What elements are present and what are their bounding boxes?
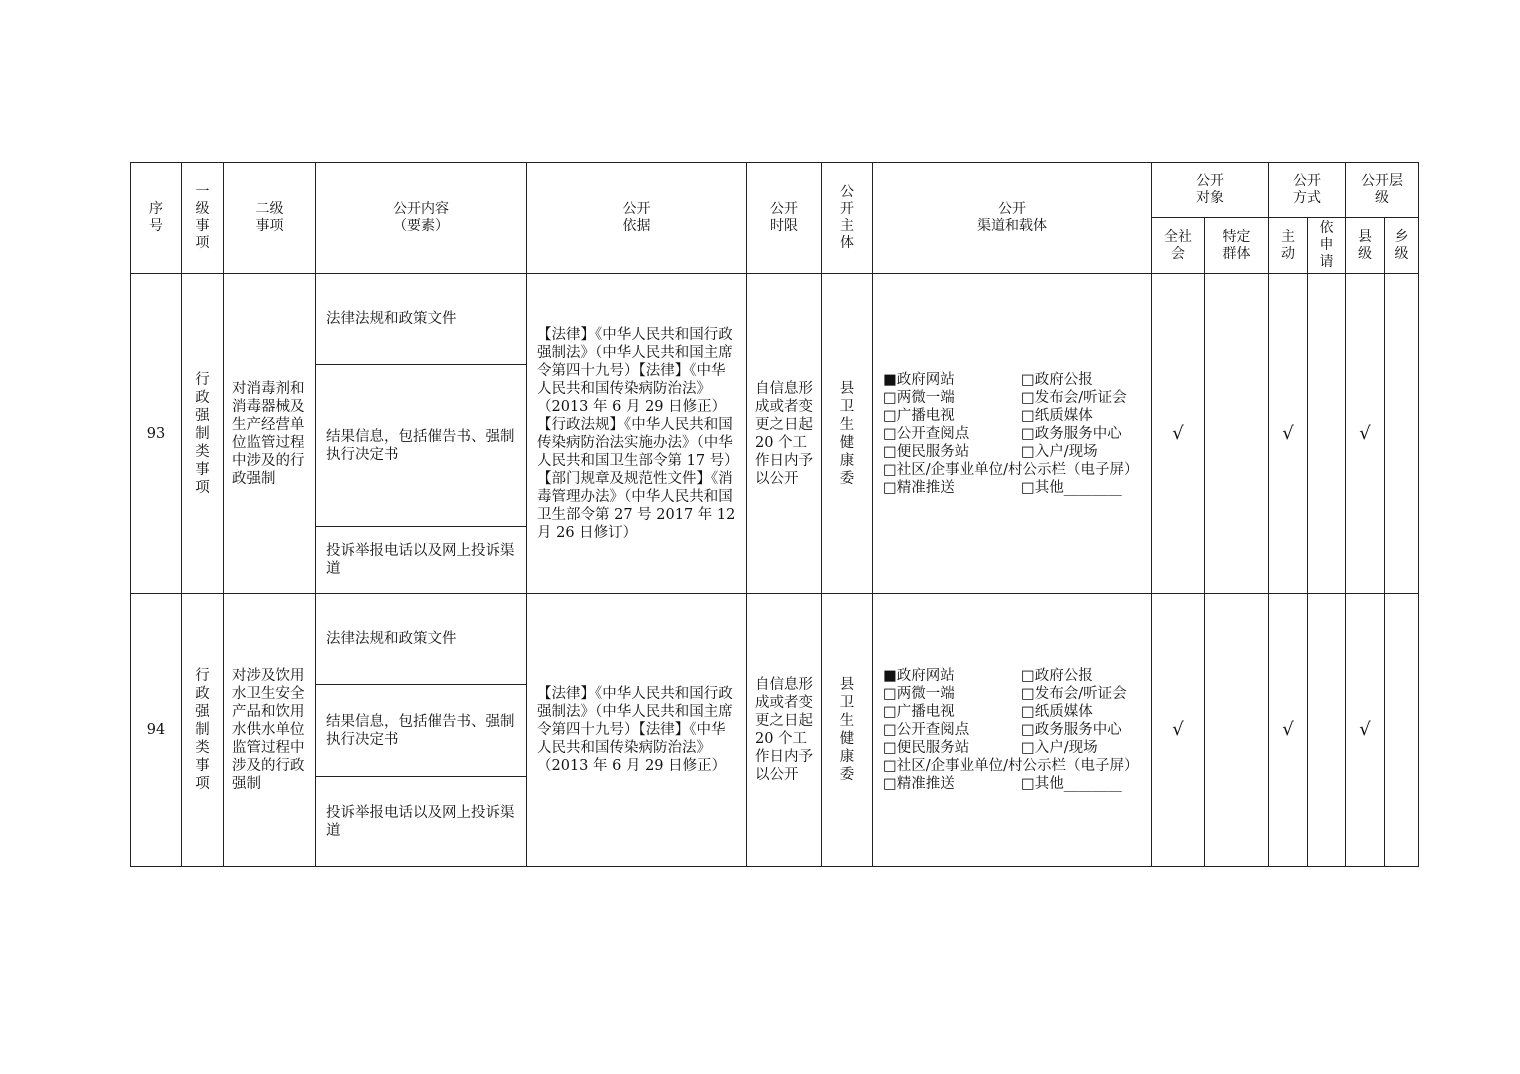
channel-community: □社区/企事业单位/村公示栏（电子屏） — [883, 461, 1139, 478]
channel-row: □广播电视 □纸质媒体 — [883, 704, 1093, 720]
check-target-all: √ — [1152, 274, 1205, 594]
channel-row: □便民服务站 □入户/现场 — [883, 443, 1098, 460]
channel-row: □便民服务站 □入户/现场 — [883, 740, 1098, 756]
disclosure-table — [130, 162, 1419, 867]
row-channels — [873, 594, 1152, 867]
channel-row: □广播电视 □纸质媒体 — [883, 407, 1093, 424]
header-seq: 序号 — [131, 163, 182, 274]
row-channels — [873, 274, 1152, 594]
row-time-limit: 自信息形成或者变更之日起 20 个工作日内予以公开 — [747, 274, 822, 594]
row-level2: 对涉及饮用水卫生安全产品和饮用水供水单位监管过程中涉及的行政强制 — [224, 594, 316, 867]
row-element: 结果信息，包括催告书、强制执行决定书 — [316, 365, 527, 527]
table-row — [131, 274, 1419, 365]
header-target-specific: 特定 群体 — [1205, 218, 1269, 274]
check-target-all: √ — [1152, 594, 1205, 867]
header-basis: 公开 依据 — [527, 163, 747, 274]
row-basis: 【法律】《中华人民共和国行政强制法》（中华人民共和国主席令第四十九号）【法律】《中华人民共和国传染病防治法》（2013 年 6 月 29 日修正）【行政法规】《中华人民共和国传染病防治法实施办法》（中华人民共和国卫生部令第 17 号）【部门规章及规范性文件】《消毒管理办法》（中华人民共和国卫生部令第 27 号 2017 年 12 月 26 日修订） — [527, 274, 747, 594]
header-level2: 二级 事项 — [224, 163, 316, 274]
row-element: 法律法规和政策文件 — [316, 594, 527, 685]
channel-row: □公开查阅点 □政务服务中心 — [883, 425, 1122, 442]
row-basis: 【法律】《中华人民共和国行政强制法》（中华人民共和国主席令第四十九号）【法律】《中华人民共和国传染病防治法》（2013 年 6 月 29 日修正） — [527, 594, 747, 867]
header-time: 公开 时限 — [747, 163, 822, 274]
header-channel: 公开 渠道和载体 — [873, 163, 1152, 274]
channel-row: □两微一端 □发布会/听证会 — [883, 389, 1127, 406]
header-method-apply: 依申请 — [1308, 218, 1346, 274]
row-element: 投诉举报电话以及网上投诉渠道 — [316, 777, 527, 867]
header-method-active: 主动 — [1269, 218, 1308, 274]
header-subject: 公开主体 — [822, 163, 873, 274]
header-layer-county: 县级 — [1346, 218, 1385, 274]
row-level2: 对消毒剂和消毒器械及生产经营单位监管过程中涉及的行政强制 — [224, 274, 316, 594]
row-subject: 县卫生健康委 — [822, 594, 873, 867]
header-level1: 一级事项 — [182, 163, 224, 274]
row-level1: 行政强制类事项 — [182, 594, 224, 867]
header-layer-town: 乡级 — [1385, 218, 1419, 274]
table-row — [131, 594, 1419, 685]
channel-row: □精准推送 □其他________ — [883, 479, 1122, 496]
header-row-1 — [131, 163, 1419, 218]
row-seq: 93 — [131, 274, 182, 594]
check-layer-town — [1385, 274, 1419, 594]
check-target-specific — [1205, 594, 1269, 867]
check-method-active: √ — [1269, 274, 1308, 594]
check-method-apply — [1308, 594, 1346, 867]
row-subject: 县卫生健康委 — [822, 274, 873, 594]
check-method-apply — [1308, 274, 1346, 594]
check-method-active: √ — [1269, 594, 1308, 867]
row-time-limit: 自信息形成或者变更之日起 20 个工作日内予以公开 — [747, 594, 822, 867]
check-layer-town — [1385, 594, 1419, 867]
row-element: 结果信息，包括催告书、强制执行决定书 — [316, 685, 527, 777]
header-target-all: 全社 会 — [1152, 218, 1205, 274]
check-target-specific — [1205, 274, 1269, 594]
channel-community: □社区/企事业单位/村公示栏（电子屏） — [883, 758, 1139, 774]
header-target: 公开 对象 — [1152, 163, 1269, 218]
channel-row: ■政府网站 □政府公报 — [883, 371, 1093, 388]
row-level1: 行政强制类事项 — [182, 274, 224, 594]
channel-row: □公开查阅点 □政务服务中心 — [883, 722, 1122, 738]
check-layer-county: √ — [1346, 274, 1385, 594]
channel-row: □精准推送 □其他________ — [883, 776, 1122, 792]
row-element: 法律法规和政策文件 — [316, 274, 527, 365]
channel-row: □两微一端 □发布会/听证会 — [883, 686, 1127, 702]
row-seq: 94 — [131, 594, 182, 867]
check-layer-county: √ — [1346, 594, 1385, 867]
channel-row: ■政府网站 □政府公报 — [883, 668, 1093, 684]
header-content: 公开内容 （要素） — [316, 163, 527, 274]
header-method: 公开 方式 — [1269, 163, 1346, 218]
row-element: 投诉举报电话以及网上投诉渠道 — [316, 527, 527, 594]
header-layer: 公开层 级 — [1346, 163, 1419, 218]
